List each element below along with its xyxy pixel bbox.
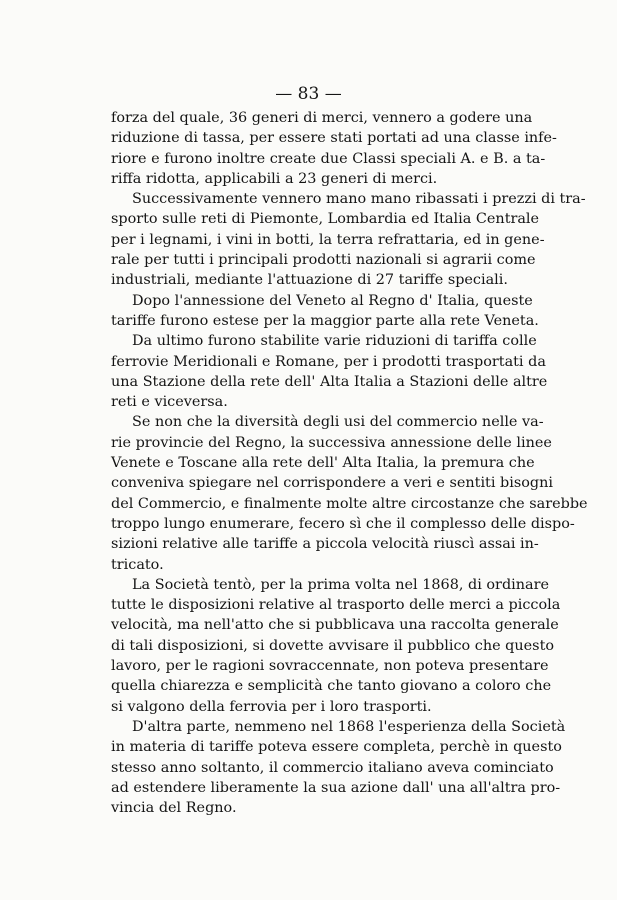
text-line: reti e viceversa.	[111, 394, 228, 411]
text-line: tricato.	[111, 556, 164, 573]
text-line: troppo lungo enumerare, fecero sì che il complesso delle dispo-	[111, 515, 575, 532]
text-line: Se non che la diversità degli usi del commercio nelle va-	[132, 414, 544, 431]
body-text	[111, 108, 588, 818]
text-line: di tali disposizioni, si dovette avvisare il pubblico che questo	[111, 637, 555, 654]
text-line: sizioni relative alle tariffe a piccola velocità riuscì assai in-	[111, 536, 539, 553]
text-line: Venete e Toscane alla rete dell' Alta Italia, la premura che	[111, 455, 535, 472]
text-line: una Stazione della rete dell' Alta Italia a Stazioni delle altre	[111, 373, 548, 390]
text-line: si valgono della ferrovia per i loro trasporti.	[111, 698, 432, 715]
text-line: velocità, ma nell'atto che si pubblicava una raccolta generale	[111, 617, 559, 634]
text-line: sporto sulle reti di Piemonte, Lombardia ed Italia Centrale	[111, 211, 540, 228]
text-line: Successivamente vennero mano mano ribassati i prezzi di tra-	[132, 191, 586, 208]
text-line: D'altra parte, nemmeno nel 1868 l'esperienza della Società	[132, 718, 566, 735]
text-line: riduzione di tassa, per essere stati portati ad una classe infe-	[111, 130, 557, 147]
text-line: riore e furono inoltre create due Classi speciali A. e B. a ta-	[111, 150, 546, 167]
text-line: del Commercio, e finalmente molte altre circostanze che sarebbe	[111, 495, 588, 512]
text-line: industriali, mediante l'attuazione di 27 tariffe speciali.	[111, 272, 508, 289]
text-line: in materia di tariffe poteva essere completa, perchè in questo	[111, 739, 562, 756]
text-line: conveniva spiegare nel corrispondere a veri e sentiti bisogni	[111, 475, 553, 492]
text-line: riffa ridotta, applicabili a 23 generi di merci.	[111, 170, 438, 187]
text-line: vincia del Regno.	[111, 800, 237, 817]
text-line: rale per tutti i principali prodotti nazionali si agrarii come	[111, 252, 536, 269]
page-number: — 83 —	[275, 84, 342, 104]
text-line: Da ultimo furono stabilite varie riduzioni di tariffa colle	[132, 333, 537, 350]
text-line: quella chiarezza e semplicità che tanto giovano a coloro che	[111, 678, 552, 695]
text-line: tariffe furono estese per la maggior parte alla rete Veneta.	[111, 312, 539, 329]
text-line: tutte le disposizioni relative al trasporto delle merci a piccola	[111, 597, 561, 614]
text-line: rie provincie del Regno, la successiva annessione delle linee	[111, 434, 552, 451]
text-line: ad estendere liberamente la sua azione dall' una all'altra pro-	[111, 779, 561, 796]
text-line: ferrovie Meridionali e Romane, per i prodotti trasportati da	[111, 353, 546, 370]
text-line: lavoro, per le ragioni sovraccennate, non poteva presentare	[111, 658, 549, 675]
text-line: stesso anno soltanto, il commercio italiano aveva cominciato	[111, 759, 554, 776]
text-line: forza del quale, 36 generi di merci, vennero a godere una	[111, 110, 533, 126]
text-line: Dopo l'annessione del Veneto al Regno d' Italia, queste	[132, 292, 533, 309]
text-line: per i legnami, i vini in botti, la terra refrattaria, ed in gene-	[111, 231, 545, 248]
text-line: La Società tentò, per la prima volta nel 1868, di ordinare	[132, 576, 549, 593]
